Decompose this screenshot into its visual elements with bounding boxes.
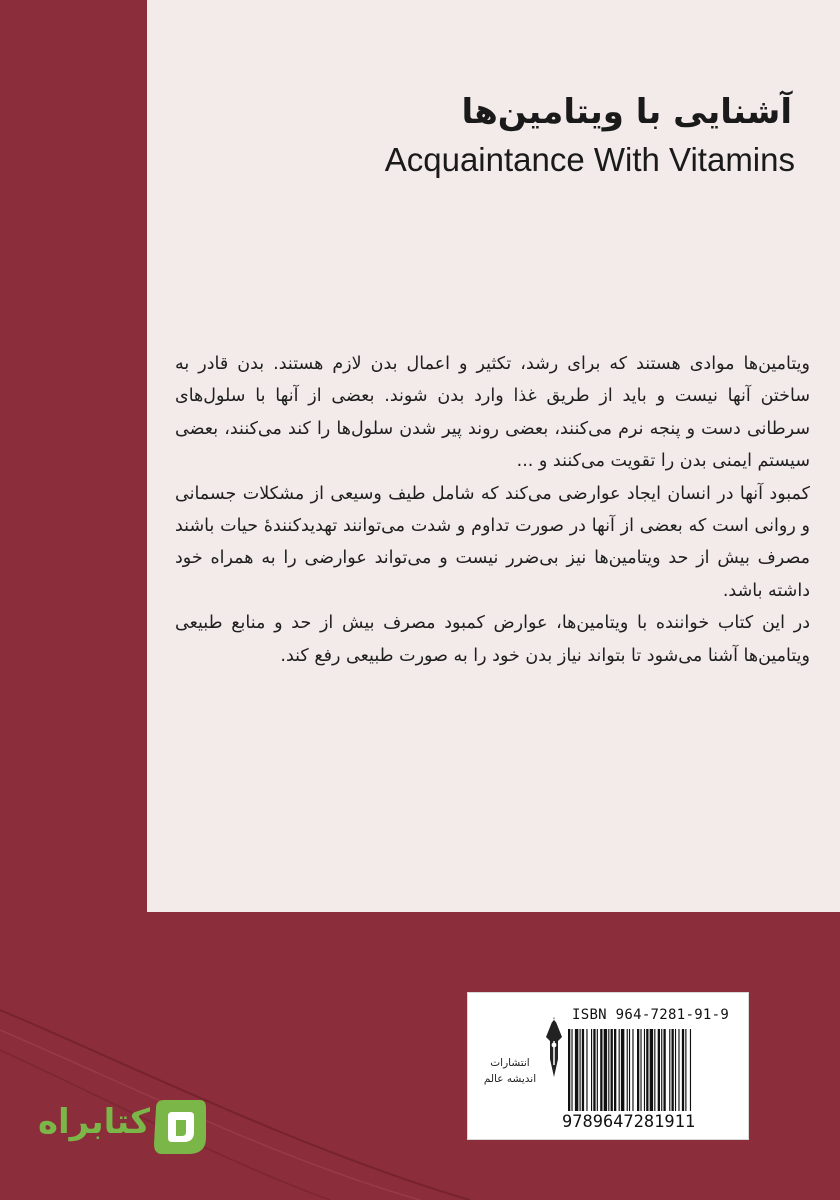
publisher-line-2: اندیشه عالم xyxy=(483,1073,537,1085)
ean-number: 9789647281911 xyxy=(562,1112,696,1132)
blurb-paragraph-1: ویتامین‌ها موادی هستند که برای رشد، تکثیر و اعمال بدن لازم هستند. بدن قادر به ساختن آنها نیست و باید از طریق غذا وارد بدن شوند. بعضی از آنها با سلول‌های سرطانی دست و پنجه نرم می‌کنند، بعضی روند پیر شدن سلول‌ها را کند می‌کنند، بعضی سیستم ایمنی بدن را تقویت می‌کنند و ... xyxy=(175,354,810,472)
blurb-paragraph-3: در این کتاب خواننده با ویتامین‌ها، عوارض کمبود مصرف بیش از حد و منابع طبیعی ویتامین‌ها آشنا می‌شود تا بتواند نیاز بدن خود را به صورت طبیعی رفع کند. xyxy=(175,613,810,666)
back-cover-panel xyxy=(147,0,840,912)
isbn-number: ISBN 964-7281-91-9 xyxy=(572,1007,730,1023)
isbn-barcode-box xyxy=(467,992,749,1140)
title-persian: آشنایی با ویتامین‌ها xyxy=(461,92,792,132)
title-english: Acquaintance With Vitamins xyxy=(384,141,795,178)
blurb-paragraph-2: کمبود آنها در انسان ایجاد عوارضی می‌کند که شامل طیف وسیعی از مشکلات جسمانی و روانی است که بعضی از آنها در صورت تداوم و شدت می‌توانند تهدیدکنندهٔ حیات باشند مصرف بیش از حد ویتامین‌ها نیز بی‌ضرر نیست و می‌تواند عوارضی را به همراه خود داشته باشد. xyxy=(175,483,810,601)
blurb-text xyxy=(175,348,810,672)
ketabrah-logo-icon xyxy=(146,1094,212,1158)
publisher-line-1: انتشارات xyxy=(490,1057,530,1069)
publisher-name xyxy=(472,1055,548,1087)
barcode-icon xyxy=(568,1029,734,1111)
ketabrah-watermark xyxy=(38,1094,218,1160)
ketabrah-text: کتابراه xyxy=(37,1102,150,1142)
